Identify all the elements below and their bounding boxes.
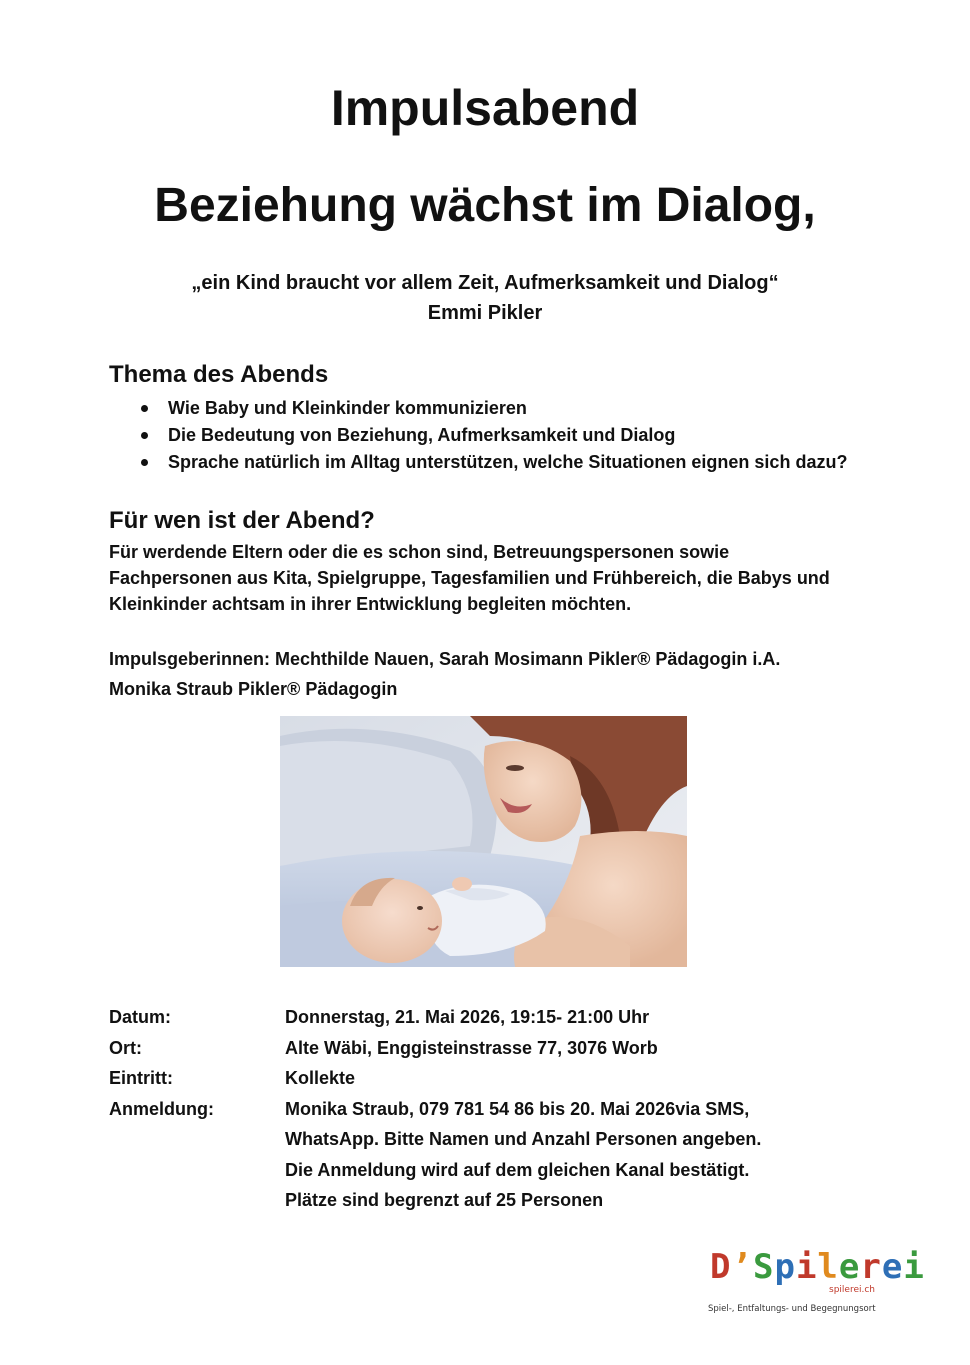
registration-line: Plätze sind begrenzt auf 25 Personen bbox=[285, 1190, 604, 1210]
date-value: Donnerstag, 21. Mai 2026, 19:15- 21:00 Uhr bbox=[285, 1007, 650, 1027]
svg-text:D’Spilerei: D’Spilerei bbox=[710, 1247, 925, 1287]
topics-list bbox=[138, 395, 858, 476]
audience-heading: Für wen ist der Abend? bbox=[109, 507, 375, 534]
registration-label: Anmeldung: bbox=[109, 1098, 214, 1119]
quote-author: Emmi Pikler bbox=[427, 302, 543, 324]
logo-tagline: Spiel-, Entfaltungs- und Begegnungsort bbox=[708, 1304, 876, 1314]
event-details bbox=[109, 1002, 869, 1216]
audience-text: Für werdende Eltern oder die es schon sind, Betreuungspersonen sowie Fachpersonen aus Kita, Spielgruppe, Tagesfamilien und Frühbereich, die Babys und Kleinkinder achtsam in ihrer Entwicklung begleiten möchten. bbox=[109, 542, 830, 614]
list-item: Wie Baby und Kleinkinder kommunizieren bbox=[138, 395, 858, 422]
registration-line: Die Anmeldung wird auf dem gleichen Kanal bestätigt. bbox=[285, 1159, 750, 1180]
registration-line: WhatsApp. Bitte Namen und Anzahl Personen angeben. bbox=[285, 1129, 762, 1149]
detail-row-place bbox=[109, 1033, 869, 1064]
speakers-block bbox=[109, 644, 869, 704]
detail-row-entry bbox=[109, 1063, 869, 1094]
detail-row-registration bbox=[109, 1094, 869, 1216]
place-value: Alte Wäbi, Enggisteinstrasse 77, 3076 Worb bbox=[285, 1037, 658, 1058]
entry-label: Eintritt: bbox=[109, 1068, 173, 1088]
date-label: Datum: bbox=[109, 1007, 171, 1027]
mother-baby-photo bbox=[280, 716, 687, 967]
registration-value bbox=[285, 1094, 869, 1216]
spilerei-logo bbox=[708, 1232, 925, 1322]
quote-block bbox=[0, 268, 970, 328]
list-item: Die Bedeutung von Beziehung, Aufmerksamkeit und Dialog bbox=[138, 422, 858, 449]
registration-line: Monika Straub, 079 781 54 86 bis 20. Mai 2026via SMS, bbox=[285, 1098, 750, 1119]
quote-text: „ein Kind braucht vor allem Zeit, Aufmerksamkeit und Dialog“ bbox=[191, 272, 779, 294]
detail-row-date bbox=[109, 1002, 869, 1033]
logo-url: spilerei.ch bbox=[829, 1285, 875, 1295]
page-subtitle: Beziehung wächst im Dialog, bbox=[154, 179, 816, 232]
place-label: Ort: bbox=[109, 1037, 142, 1058]
topics-heading: Thema des Abends bbox=[109, 361, 329, 388]
entry-value: Kollekte bbox=[285, 1068, 356, 1088]
list-item: Sprache natürlich im Alltag unterstützen, welche Situationen eignen sich dazu? bbox=[138, 449, 858, 476]
speakers-line: Impulsgeberinnen: Mechthilde Nauen, Sarah Mosimann Pikler® Pädagogin i.A. bbox=[109, 649, 781, 669]
speakers-line: Monika Straub Pikler® Pädagogin bbox=[109, 679, 398, 699]
page-title: Impulsabend bbox=[330, 80, 640, 136]
